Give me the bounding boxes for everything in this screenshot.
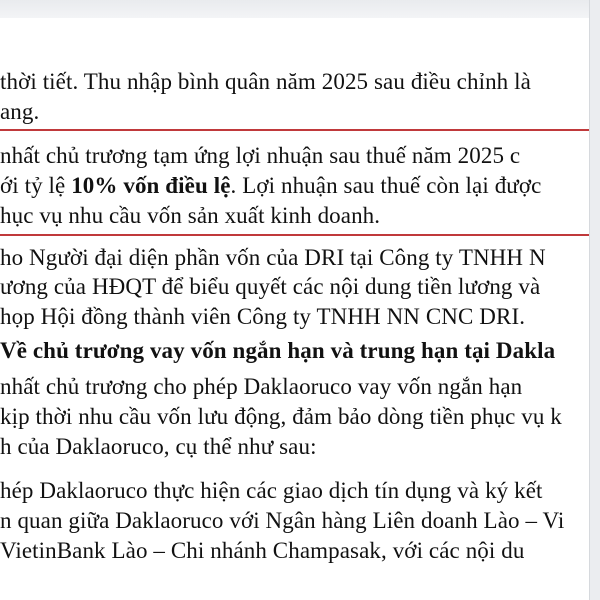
text-line-7: ương của HĐQT để biểu quyết các nội dung tiền lương và — [0, 274, 541, 299]
window-top-bar — [0, 0, 600, 19]
text-line-8: họp Hội đồng thành viên Công ty TNHH NN CNC DRI. — [0, 304, 526, 329]
text-line-3: nhất chủ trương tạm ứng lợi nhuận sau thuế năm 2025 c — [0, 143, 521, 168]
text-line-9: nhất chủ trương cho phép Daklaoruco vay vốn ngắn hạn — [0, 374, 523, 399]
text-line-11: h của Daklaoruco, cụ thể như sau: — [0, 434, 317, 459]
vertical-scrollbar[interactable] — [589, 0, 600, 600]
text-line-5: hục vụ nhu cầu vốn sản xuất kinh doanh. — [0, 203, 381, 228]
section-heading: Về chủ trương vay vốn ngắn hạn và trung hạn tại Dakla — [0, 338, 556, 363]
highlight-border-bottom — [0, 234, 590, 236]
text-line-10: kịp thời nhu cầu vốn lưu động, đảm bảo dòng tiền phục vụ k — [0, 404, 562, 429]
text-line-4-start: ới tỷ lệ — [0, 173, 72, 198]
highlight-border-top — [0, 129, 590, 131]
document-page — [0, 18, 590, 600]
dividend-rate-bold: 10% vốn điều lệ — [71, 173, 231, 198]
text-line-14: VietinBank Lào – Chi nhánh Champasak, với các nội du — [0, 538, 525, 563]
text-line-4 — [0, 172, 541, 199]
text-line-4-end: . Lợi nhuận sau thuế còn lại được — [230, 173, 542, 198]
text-line-6: ho Người đại diện phần vốn của DRI tại Công ty TNHH N — [0, 245, 546, 270]
text-line-12: hép Daklaoruco thực hiện các giao dịch tín dụng và ký kết — [0, 478, 543, 503]
text-line-1: thời tiết. Thu nhập bình quân năm 2025 sau điều chỉnh là — [0, 69, 531, 94]
text-line-2: ang. — [0, 99, 40, 124]
text-line-13: n quan giữa Daklaoruco với Ngân hàng Liên doanh Lào – Vi — [0, 508, 565, 533]
